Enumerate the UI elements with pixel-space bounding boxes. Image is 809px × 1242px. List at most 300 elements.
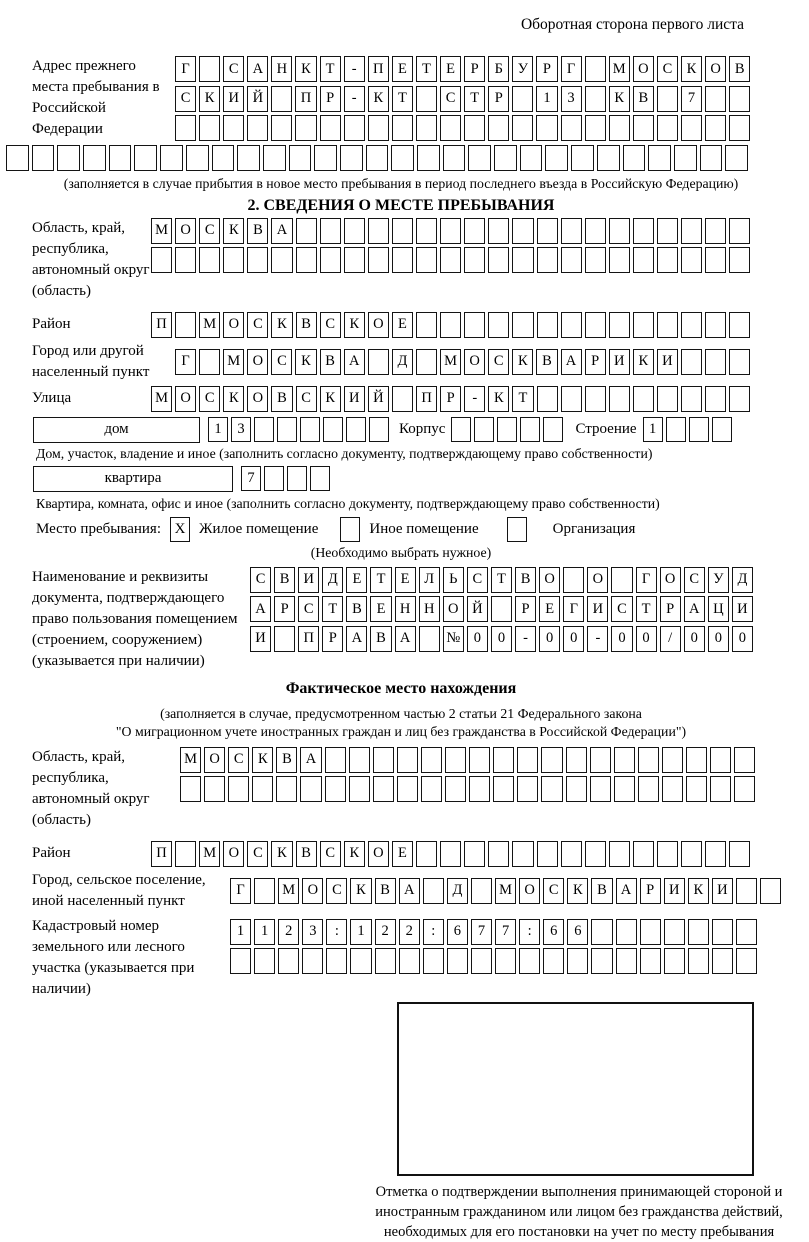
char-box[interactable]: К (567, 878, 588, 904)
char-box[interactable] (252, 776, 273, 802)
char-box[interactable] (223, 115, 244, 141)
char-box[interactable] (681, 247, 702, 273)
char-box[interactable] (199, 115, 220, 141)
apartment-type-box[interactable]: квартира (33, 466, 233, 492)
char-box[interactable] (657, 247, 678, 273)
char-box[interactable]: Й (467, 596, 488, 622)
char-box[interactable]: Р (322, 626, 343, 652)
char-box[interactable] (443, 145, 466, 171)
char-box[interactable]: Е (346, 567, 367, 593)
char-box[interactable]: : (423, 919, 444, 945)
char-box[interactable] (585, 115, 606, 141)
char-box[interactable] (633, 247, 654, 273)
char-box[interactable]: Г (175, 56, 196, 82)
char-box[interactable] (263, 145, 286, 171)
char-box[interactable]: Т (320, 56, 341, 82)
char-box[interactable] (421, 776, 442, 802)
char-box[interactable] (369, 417, 389, 442)
char-box[interactable] (6, 145, 29, 171)
char-box[interactable]: С (326, 878, 347, 904)
char-box[interactable] (686, 776, 707, 802)
char-box[interactable]: Ц (708, 596, 729, 622)
char-box[interactable]: - (464, 386, 485, 412)
char-box[interactable] (471, 878, 492, 904)
char-box[interactable] (688, 919, 709, 945)
char-box[interactable]: 2 (278, 919, 299, 945)
char-box[interactable] (585, 312, 606, 338)
char-box[interactable]: М (609, 56, 630, 82)
char-box[interactable] (648, 145, 671, 171)
char-box[interactable]: А (399, 878, 420, 904)
char-box[interactable] (180, 776, 201, 802)
char-box[interactable]: В (346, 596, 367, 622)
char-box[interactable] (729, 247, 750, 273)
char-box[interactable] (736, 878, 757, 904)
residential-checkbox[interactable]: X (170, 517, 190, 542)
char-box[interactable] (614, 747, 635, 773)
char-box[interactable] (392, 386, 413, 412)
char-box[interactable]: М (180, 747, 201, 773)
char-box[interactable] (712, 417, 732, 442)
char-box[interactable]: Е (539, 596, 560, 622)
char-box[interactable]: Т (370, 567, 391, 593)
char-box[interactable] (368, 218, 389, 244)
char-box[interactable]: Т (392, 86, 413, 112)
char-box[interactable]: И (712, 878, 733, 904)
char-box[interactable]: О (464, 349, 485, 375)
char-box[interactable]: Т (322, 596, 343, 622)
char-box[interactable] (199, 349, 220, 375)
char-box[interactable] (734, 747, 755, 773)
char-box[interactable]: П (151, 312, 172, 338)
char-box[interactable]: У (708, 567, 729, 593)
char-box[interactable] (151, 247, 172, 273)
char-box[interactable]: 0 (708, 626, 729, 652)
char-box[interactable] (264, 466, 284, 491)
char-box[interactable] (729, 115, 750, 141)
char-box[interactable]: С (657, 56, 678, 82)
char-box[interactable] (392, 115, 413, 141)
char-box[interactable]: Г (636, 567, 657, 593)
char-box[interactable] (440, 115, 461, 141)
char-box[interactable] (705, 386, 726, 412)
char-box[interactable]: П (416, 386, 437, 412)
char-box[interactable]: К (633, 349, 654, 375)
char-box[interactable]: 1 (350, 919, 371, 945)
char-box[interactable] (609, 115, 630, 141)
char-box[interactable] (471, 948, 492, 974)
char-box[interactable] (277, 417, 297, 442)
char-box[interactable] (537, 841, 558, 867)
char-box[interactable]: М (151, 218, 172, 244)
char-box[interactable]: 0 (732, 626, 753, 652)
char-box[interactable] (346, 417, 366, 442)
char-box[interactable] (228, 776, 249, 802)
char-box[interactable] (710, 747, 731, 773)
char-box[interactable] (271, 86, 292, 112)
char-box[interactable] (350, 948, 371, 974)
char-box[interactable]: О (247, 386, 268, 412)
char-box[interactable] (512, 218, 533, 244)
char-box[interactable] (440, 312, 461, 338)
char-box[interactable]: А (395, 626, 416, 652)
char-box[interactable]: Р (488, 86, 509, 112)
char-box[interactable]: 6 (543, 919, 564, 945)
char-box[interactable]: Г (175, 349, 196, 375)
char-box[interactable]: Е (370, 596, 391, 622)
char-box[interactable]: А (250, 596, 271, 622)
char-box[interactable]: Р (640, 878, 661, 904)
char-box[interactable] (543, 417, 563, 442)
char-box[interactable]: С (228, 747, 249, 773)
char-box[interactable] (585, 841, 606, 867)
char-box[interactable]: О (247, 349, 268, 375)
char-box[interactable]: 3 (302, 919, 323, 945)
char-box[interactable]: С (467, 567, 488, 593)
char-box[interactable]: И (223, 86, 244, 112)
char-box[interactable]: М (199, 841, 220, 867)
char-box[interactable] (561, 386, 582, 412)
char-box[interactable] (416, 841, 437, 867)
char-box[interactable] (416, 86, 437, 112)
char-box[interactable]: К (512, 349, 533, 375)
char-box[interactable]: М (151, 386, 172, 412)
char-box[interactable] (366, 145, 389, 171)
char-box[interactable] (391, 145, 414, 171)
char-box[interactable]: К (488, 386, 509, 412)
char-box[interactable]: К (271, 841, 292, 867)
char-box[interactable] (512, 247, 533, 273)
char-box[interactable] (421, 747, 442, 773)
char-box[interactable]: В (271, 386, 292, 412)
char-box[interactable]: С (320, 312, 341, 338)
char-box[interactable] (247, 247, 268, 273)
char-box[interactable] (451, 417, 471, 442)
char-box[interactable] (300, 417, 320, 442)
char-box[interactable] (373, 747, 394, 773)
char-box[interactable] (734, 776, 755, 802)
char-box[interactable]: О (633, 56, 654, 82)
char-box[interactable]: П (151, 841, 172, 867)
char-box[interactable]: И (298, 567, 319, 593)
char-box[interactable] (344, 247, 365, 273)
char-box[interactable]: С (296, 386, 317, 412)
char-box[interactable] (585, 218, 606, 244)
char-box[interactable] (491, 596, 512, 622)
char-box[interactable] (109, 145, 132, 171)
char-box[interactable] (416, 247, 437, 273)
char-box[interactable]: Р (585, 349, 606, 375)
char-box[interactable] (657, 115, 678, 141)
char-box[interactable] (320, 247, 341, 273)
char-box[interactable] (657, 386, 678, 412)
char-box[interactable]: Т (416, 56, 437, 82)
char-box[interactable] (633, 115, 654, 141)
char-box[interactable] (57, 145, 80, 171)
char-box[interactable]: 0 (491, 626, 512, 652)
char-box[interactable] (392, 247, 413, 273)
char-box[interactable] (567, 948, 588, 974)
char-box[interactable]: О (175, 386, 196, 412)
char-box[interactable]: : (326, 919, 347, 945)
char-box[interactable] (349, 747, 370, 773)
char-box[interactable]: В (633, 86, 654, 112)
char-box[interactable] (736, 919, 757, 945)
char-box[interactable] (417, 145, 440, 171)
char-box[interactable] (423, 878, 444, 904)
char-box[interactable] (688, 948, 709, 974)
char-box[interactable] (175, 115, 196, 141)
char-box[interactable] (512, 841, 533, 867)
char-box[interactable] (440, 247, 461, 273)
char-box[interactable] (537, 386, 558, 412)
char-box[interactable] (175, 312, 196, 338)
char-box[interactable]: И (732, 596, 753, 622)
char-box[interactable]: С (199, 386, 220, 412)
char-box[interactable]: Л (419, 567, 440, 593)
char-box[interactable]: 6 (447, 919, 468, 945)
char-box[interactable]: С (543, 878, 564, 904)
char-box[interactable] (543, 948, 564, 974)
char-box[interactable]: О (175, 218, 196, 244)
char-box[interactable]: К (350, 878, 371, 904)
char-box[interactable] (705, 349, 726, 375)
char-box[interactable] (440, 841, 461, 867)
char-box[interactable]: К (368, 86, 389, 112)
char-box[interactable] (254, 417, 274, 442)
char-box[interactable] (175, 841, 196, 867)
char-box[interactable]: Д (732, 567, 753, 593)
char-box[interactable] (638, 776, 659, 802)
char-box[interactable] (464, 115, 485, 141)
char-box[interactable] (681, 386, 702, 412)
char-box[interactable] (368, 349, 389, 375)
char-box[interactable] (289, 145, 312, 171)
char-box[interactable] (640, 919, 661, 945)
char-box[interactable] (633, 312, 654, 338)
char-box[interactable] (368, 115, 389, 141)
char-box[interactable]: Н (395, 596, 416, 622)
char-box[interactable] (633, 841, 654, 867)
char-box[interactable] (674, 145, 697, 171)
char-box[interactable] (488, 312, 509, 338)
char-box[interactable] (276, 776, 297, 802)
char-box[interactable]: П (295, 86, 316, 112)
char-box[interactable]: 6 (567, 919, 588, 945)
char-box[interactable] (464, 312, 485, 338)
char-box[interactable]: Й (368, 386, 389, 412)
char-box[interactable]: К (681, 56, 702, 82)
char-box[interactable]: А (271, 218, 292, 244)
char-box[interactable]: О (705, 56, 726, 82)
char-box[interactable] (657, 841, 678, 867)
char-box[interactable] (591, 919, 612, 945)
char-box[interactable] (611, 567, 632, 593)
char-box[interactable] (416, 115, 437, 141)
char-box[interactable] (423, 948, 444, 974)
char-box[interactable] (397, 747, 418, 773)
char-box[interactable]: И (609, 349, 630, 375)
char-box[interactable]: С (199, 218, 220, 244)
char-box[interactable] (278, 948, 299, 974)
char-box[interactable] (493, 747, 514, 773)
char-box[interactable] (537, 247, 558, 273)
char-box[interactable]: - (587, 626, 608, 652)
char-box[interactable] (416, 349, 437, 375)
other-premises-checkbox[interactable] (340, 517, 360, 542)
char-box[interactable]: Е (392, 312, 413, 338)
char-box[interactable]: П (298, 626, 319, 652)
char-box[interactable]: М (278, 878, 299, 904)
char-box[interactable]: М (223, 349, 244, 375)
char-box[interactable]: С (247, 312, 268, 338)
char-box[interactable] (83, 145, 106, 171)
char-box[interactable]: К (295, 56, 316, 82)
char-box[interactable]: Н (271, 56, 292, 82)
char-box[interactable]: В (276, 747, 297, 773)
char-box[interactable] (199, 247, 220, 273)
char-box[interactable]: 2 (375, 919, 396, 945)
char-box[interactable]: В (515, 567, 536, 593)
char-box[interactable]: С (247, 841, 268, 867)
char-box[interactable]: К (609, 86, 630, 112)
char-box[interactable] (541, 776, 562, 802)
char-box[interactable] (633, 218, 654, 244)
char-box[interactable] (469, 776, 490, 802)
char-box[interactable]: С (684, 567, 705, 593)
char-box[interactable] (399, 948, 420, 974)
char-box[interactable] (344, 115, 365, 141)
char-box[interactable] (705, 218, 726, 244)
char-box[interactable] (325, 747, 346, 773)
char-box[interactable] (271, 115, 292, 141)
char-box[interactable]: 1 (208, 417, 228, 442)
char-box[interactable] (468, 145, 491, 171)
organization-checkbox[interactable] (507, 517, 527, 542)
char-box[interactable]: В (591, 878, 612, 904)
char-box[interactable] (464, 218, 485, 244)
char-box[interactable] (230, 948, 251, 974)
char-box[interactable] (325, 776, 346, 802)
char-box[interactable]: А (346, 626, 367, 652)
char-box[interactable]: К (271, 312, 292, 338)
char-box[interactable] (536, 115, 557, 141)
char-box[interactable]: Д (447, 878, 468, 904)
char-box[interactable]: Г (563, 596, 584, 622)
char-box[interactable] (662, 776, 683, 802)
char-box[interactable] (512, 312, 533, 338)
char-box[interactable]: Т (464, 86, 485, 112)
char-box[interactable]: 3 (561, 86, 582, 112)
char-box[interactable] (689, 417, 709, 442)
char-box[interactable]: К (320, 386, 341, 412)
char-box[interactable] (296, 247, 317, 273)
char-box[interactable]: Г (561, 56, 582, 82)
char-box[interactable] (705, 312, 726, 338)
char-box[interactable]: Р (515, 596, 536, 622)
char-box[interactable] (633, 386, 654, 412)
char-box[interactable] (590, 776, 611, 802)
char-box[interactable]: А (616, 878, 637, 904)
char-box[interactable] (464, 247, 485, 273)
char-box[interactable] (657, 218, 678, 244)
char-box[interactable] (488, 115, 509, 141)
char-box[interactable]: Д (392, 349, 413, 375)
char-box[interactable] (495, 948, 516, 974)
char-box[interactable] (662, 747, 683, 773)
char-box[interactable] (302, 948, 323, 974)
char-box[interactable] (616, 919, 637, 945)
char-box[interactable] (591, 948, 612, 974)
char-box[interactable] (397, 776, 418, 802)
char-box[interactable]: В (296, 841, 317, 867)
char-box[interactable] (287, 466, 307, 491)
char-box[interactable] (657, 312, 678, 338)
char-box[interactable] (314, 145, 337, 171)
char-box[interactable] (609, 247, 630, 273)
char-box[interactable]: С (271, 349, 292, 375)
char-box[interactable] (729, 349, 750, 375)
char-box[interactable]: О (368, 312, 389, 338)
char-box[interactable]: / (660, 626, 681, 652)
char-box[interactable] (681, 218, 702, 244)
char-box[interactable] (254, 948, 275, 974)
char-box[interactable] (729, 86, 750, 112)
char-box[interactable] (375, 948, 396, 974)
char-box[interactable] (310, 466, 330, 491)
char-box[interactable] (474, 417, 494, 442)
char-box[interactable] (512, 115, 533, 141)
char-box[interactable]: 0 (539, 626, 560, 652)
char-box[interactable] (681, 841, 702, 867)
char-box[interactable]: У (512, 56, 533, 82)
char-box[interactable]: Т (512, 386, 533, 412)
char-box[interactable]: А (684, 596, 705, 622)
char-box[interactable] (199, 56, 220, 82)
char-box[interactable]: В (296, 312, 317, 338)
char-box[interactable] (686, 747, 707, 773)
char-box[interactable] (566, 747, 587, 773)
char-box[interactable] (419, 626, 440, 652)
char-box[interactable] (247, 115, 268, 141)
char-box[interactable]: Е (395, 567, 416, 593)
char-box[interactable]: И (587, 596, 608, 622)
char-box[interactable] (520, 145, 543, 171)
char-box[interactable]: К (223, 386, 244, 412)
char-box[interactable] (175, 247, 196, 273)
char-box[interactable] (296, 218, 317, 244)
char-box[interactable] (712, 919, 733, 945)
char-box[interactable]: О (302, 878, 323, 904)
char-box[interactable] (609, 841, 630, 867)
char-box[interactable]: К (223, 218, 244, 244)
char-box[interactable] (664, 948, 685, 974)
char-box[interactable]: К (688, 878, 709, 904)
char-box[interactable]: О (204, 747, 225, 773)
char-box[interactable] (681, 349, 702, 375)
char-box[interactable] (666, 417, 686, 442)
char-box[interactable]: Ь (443, 567, 464, 593)
char-box[interactable] (657, 86, 678, 112)
char-box[interactable]: М (495, 878, 516, 904)
char-box[interactable] (392, 218, 413, 244)
char-box[interactable]: В (320, 349, 341, 375)
char-box[interactable]: О (539, 567, 560, 593)
char-box[interactable]: В (247, 218, 268, 244)
char-box[interactable]: В (536, 349, 557, 375)
char-box[interactable] (320, 115, 341, 141)
char-box[interactable] (561, 312, 582, 338)
